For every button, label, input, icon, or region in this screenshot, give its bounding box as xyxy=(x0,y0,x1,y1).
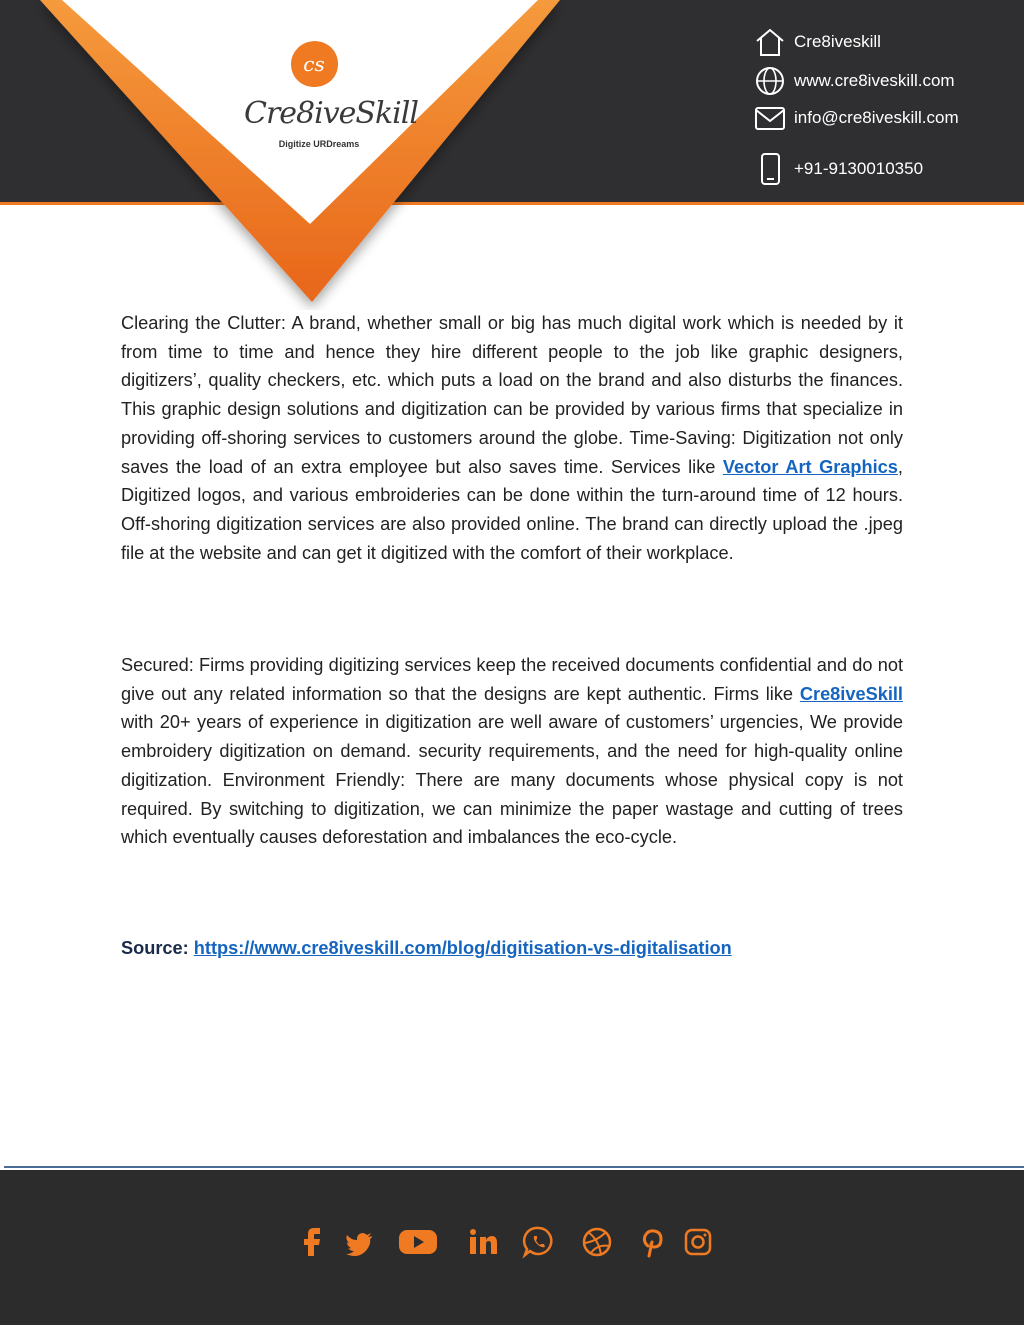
vector-art-graphics-link[interactable]: Vector Art Graphics xyxy=(722,456,898,477)
contact-email[interactable] xyxy=(752,102,959,134)
home-icon xyxy=(752,26,788,58)
contact-phone[interactable] xyxy=(752,153,923,185)
contact-company-text: Cre8iveskill xyxy=(794,32,881,51)
paragraph-secured xyxy=(121,651,903,852)
contact-website[interactable] xyxy=(752,65,955,97)
pinterest-icon[interactable] xyxy=(631,1222,671,1262)
source-url-link[interactable]: https://www.cre8iveskill.com/blog/digitisation-vs-digitalisation xyxy=(193,938,732,958)
contact-phone-text: +91-9130010350 xyxy=(794,159,924,178)
logo-text: Cre8iveSkill xyxy=(244,96,418,131)
youtube-icon[interactable] xyxy=(398,1222,438,1262)
cre8iveskill-link[interactable]: Cre8iveSkill xyxy=(799,683,903,704)
globe-icon xyxy=(752,65,788,97)
footer xyxy=(0,1170,1024,1325)
p2-text-a: Secured: Firms providing digitizing services keep the received documents confidential and do not give out any related information so that the designs are kept authentic. Firms like xyxy=(121,655,903,704)
instagram-icon[interactable] xyxy=(678,1222,718,1262)
logo-tagline: Digitize URDreams xyxy=(278,139,360,149)
phone-icon xyxy=(752,153,788,185)
source-label: Source: xyxy=(121,938,189,958)
logo-mark-icon xyxy=(288,38,340,90)
twitter-icon[interactable] xyxy=(340,1222,380,1262)
p1-text-a: Clearing the Clutter: A brand, whether small or big has much digital work which is needed by it from time to time and hence they hire different people to the job like graphic designers, digitizers’, quality checkers, etc. which puts a load on the brand and also disturbs the finances. This graphic design solutions and digitization can be provided by various firms that specialize in providing off-shoring services to customers around the globe. Time-Saving: Digitization not only saves the load of an extra employee but also saves time. Services like xyxy=(121,313,903,477)
p1-text-b: , Digitized logos, and various embroideries can be done within the turn-around time of 12 hours. Off-shoring digitization services are also provided online. The brand can directly upload the .jpeg file at the website and can get it digitized with the comfort of their workplace. xyxy=(121,456,903,563)
paragraph-clearing-clutter xyxy=(121,309,903,567)
svg-text:cs: cs xyxy=(303,52,325,76)
linkedin-icon[interactable] xyxy=(463,1222,503,1262)
footer-divider xyxy=(4,1166,1024,1168)
source-line xyxy=(121,938,732,959)
contact-website-text: www.cre8iveskill.com xyxy=(794,71,955,90)
dribbble-icon[interactable] xyxy=(577,1222,617,1262)
logo-banner xyxy=(0,0,600,310)
contact-home[interactable] xyxy=(752,26,881,58)
facebook-icon[interactable] xyxy=(292,1222,332,1262)
whatsapp-icon[interactable] xyxy=(519,1222,559,1262)
p2-text-b: with 20+ years of experience in digitization are well aware of customers’ urgencies, We provide embroidery digitization on demand. security requirements, and the need for high-quality online digitization. Environment Friendly: There are many documents whose physical copy is not required. By switching to digitization, we can minimize the paper wastage and cutting of trees which eventually causes deforestation and imbalances the eco-cycle. xyxy=(121,712,903,848)
contact-email-text: info@cre8iveskill.com xyxy=(794,108,959,127)
mail-icon xyxy=(752,102,788,134)
